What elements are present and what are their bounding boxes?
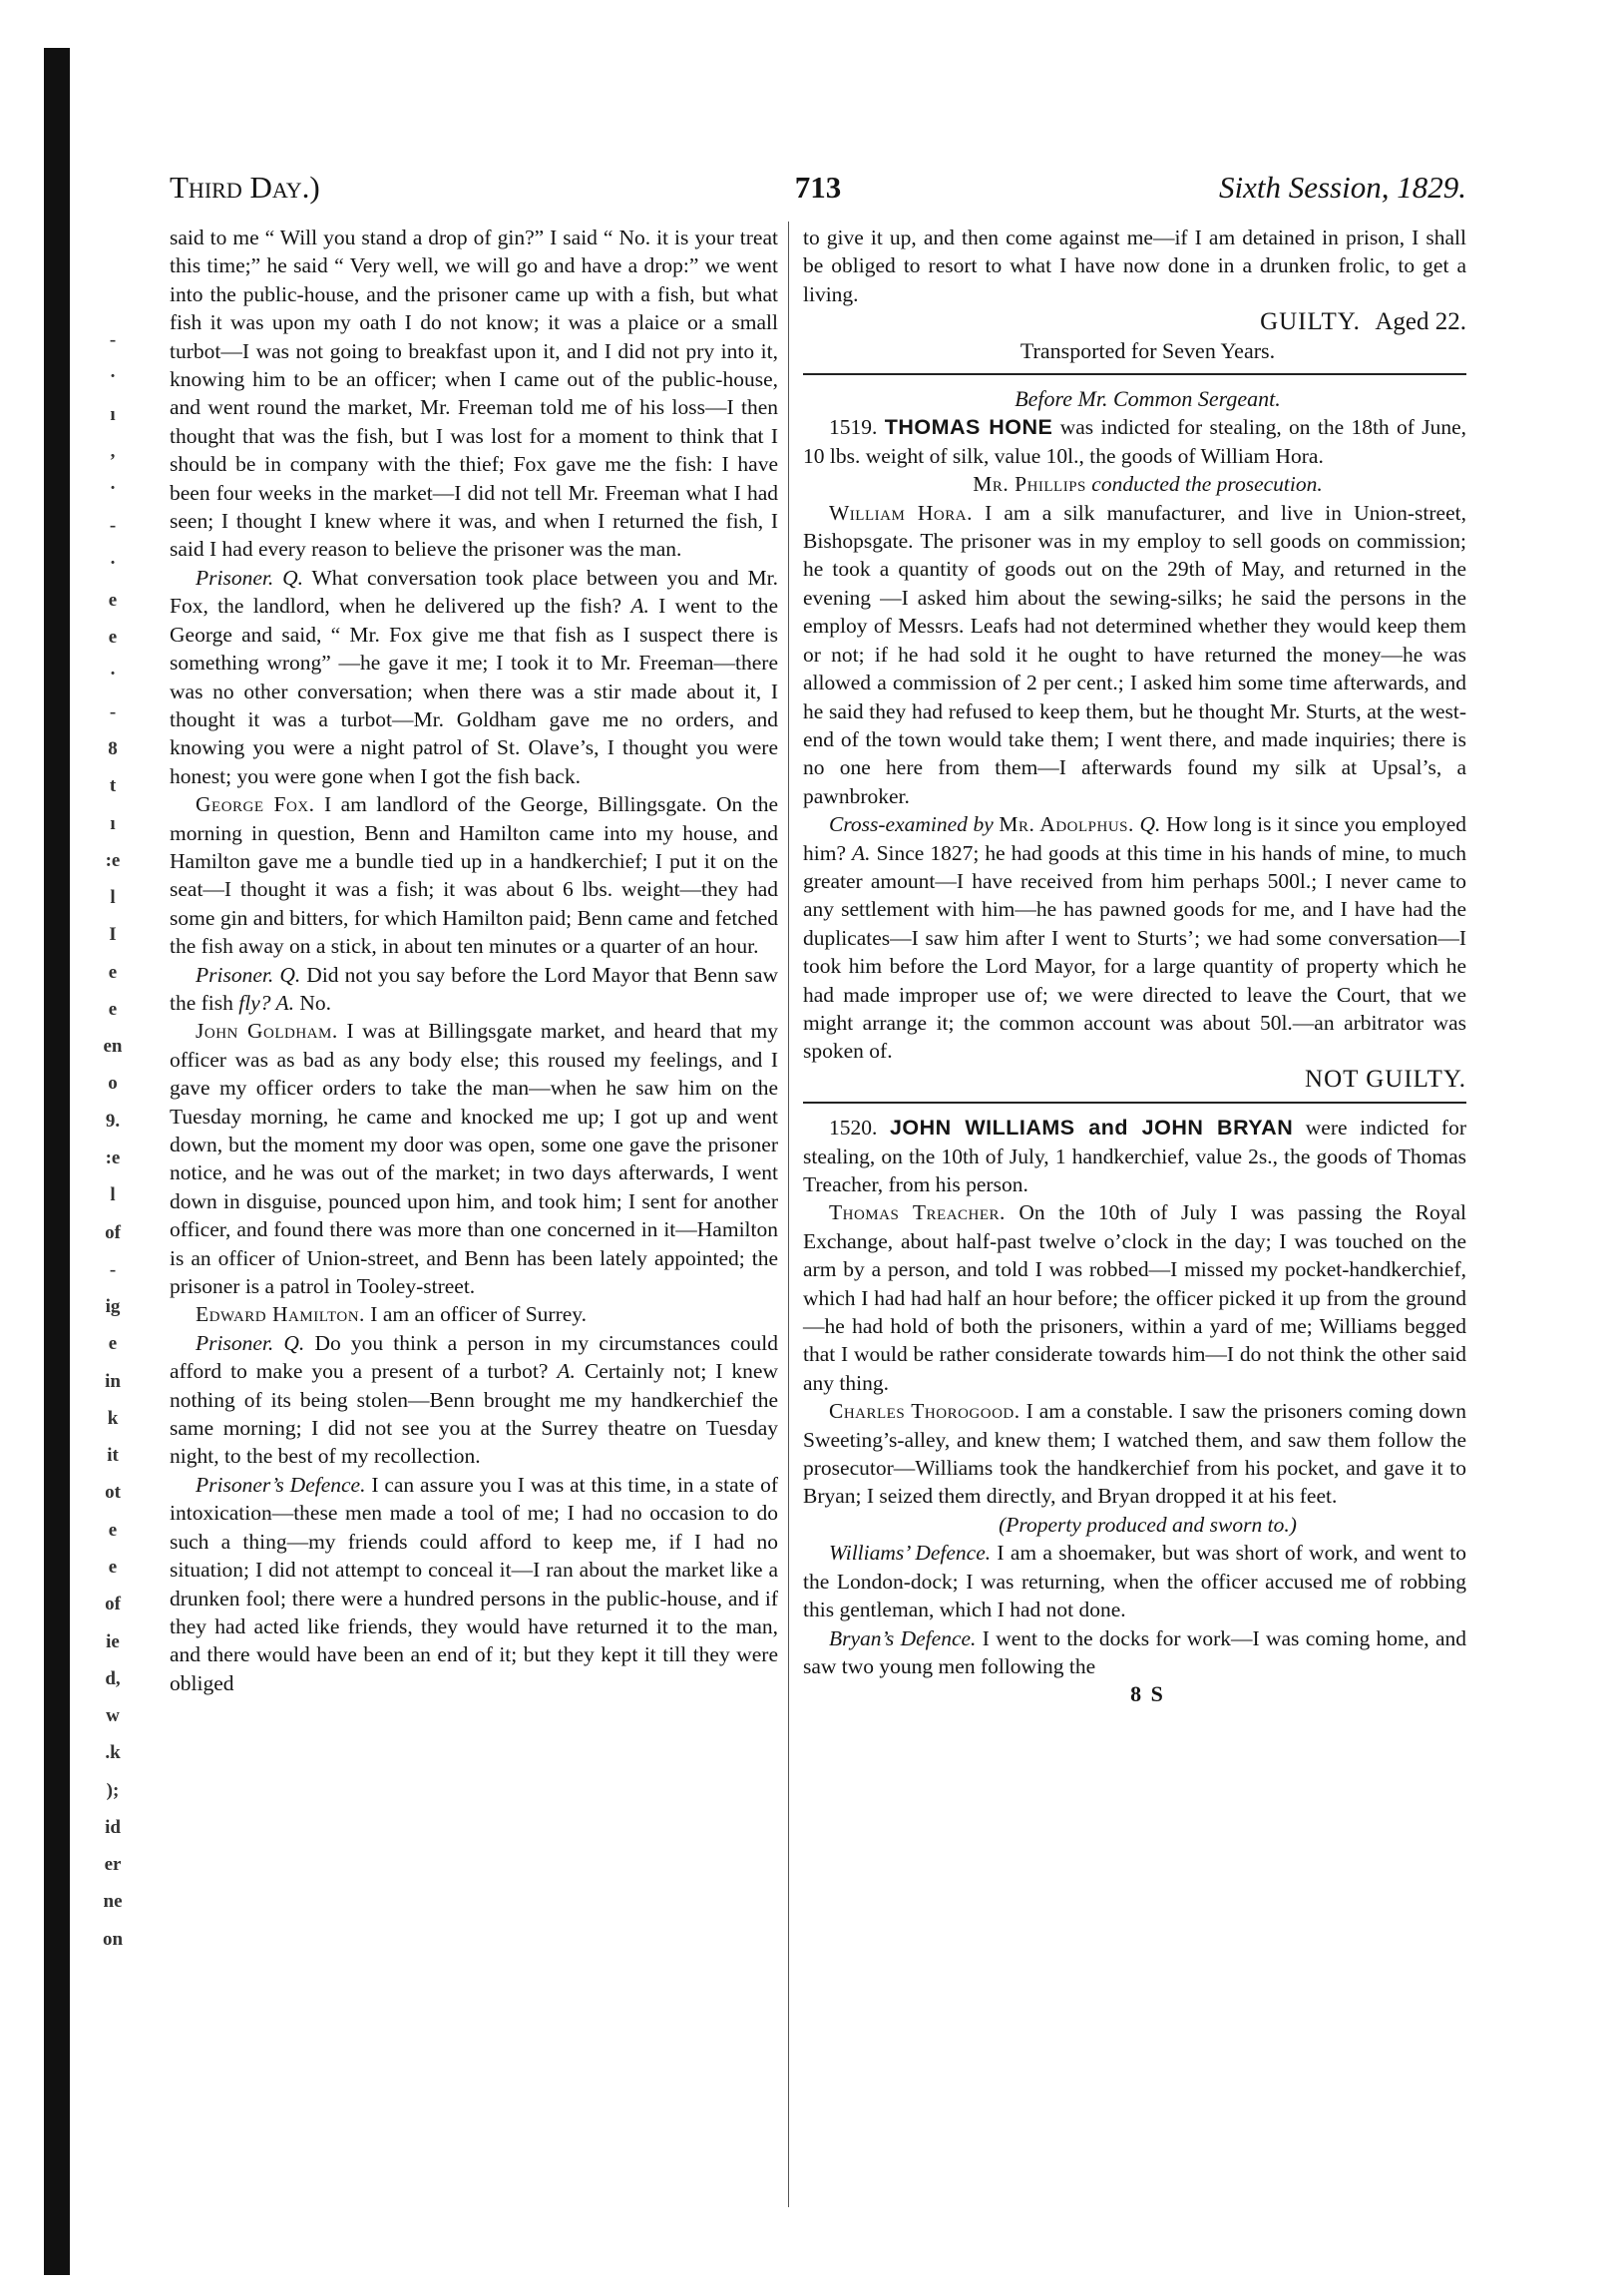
paragraph: said to me “ Will you stand a drop of gin?” I said “ No. it is your treat this time;” he said “ Very well, we will go and have a drop:” we went into the public-house, and the prisoner came up with a fish, but what fish it was upon my oath I do not know; it was a plaice or a small turbot—I was not going to breakfast upon it, and I did not pry into it, knowing him to be an officer; when I came out of the public-house, and went round the market, Mr. Freeman told me of his loss—I then thought that was the fish, but I was lost for a moment to think that I should be in company with the thief; Fox gave me the fish: I have been four weeks in the market—I did not tell Mr. Freeman what I had seen; I thought I knew where it was, and when I returned the fish, I said I had every reason to believe the prisoner was the man. xyxy=(170,226,778,562)
witness-name: George Fox. xyxy=(196,792,315,817)
margin-fragment: l xyxy=(110,887,116,908)
paragraph xyxy=(170,1300,778,1328)
margin-fragment: e xyxy=(108,627,118,648)
page-number: 713 xyxy=(794,170,842,205)
defence-label: Prisoner’s Defence. xyxy=(196,1472,366,1497)
answer-label: A. xyxy=(557,1359,576,1384)
paragraph xyxy=(803,810,1466,1066)
question-text: Did not you say before the Lord Mayor that Benn saw the fish xyxy=(170,962,778,1015)
defence-label: Bryan’s Defence. xyxy=(829,1625,977,1650)
margin-fragment: :e xyxy=(105,850,121,871)
question-label: Q. xyxy=(1139,812,1161,837)
margin-fragment: - xyxy=(109,1259,117,1280)
margin-fragment: l xyxy=(110,1184,116,1205)
margin-fragment: · xyxy=(109,478,117,499)
margin-fragment: e xyxy=(108,590,118,611)
question-text: How long is it since you employed him? xyxy=(803,812,1467,865)
testimony-text: I am landlord of the George, Billingsgate. On the morning in question, Benn and Hamilton came into my house, and Hamilton gave me a bundle tied up in a handkerchief; I put it on the seat—I thought it was a fish; it was about 6 lbs. weight—they had some gin and bitters, for which Hamilton paid; Benn came and fetched the fish away on a stick, in about ten minutes or a quarter of an hour. xyxy=(170,792,778,959)
margin-fragment: ı xyxy=(110,813,116,834)
paragraph xyxy=(170,961,778,1018)
margin-fragment: ne xyxy=(103,1891,123,1912)
margin-fragment: .k xyxy=(105,1742,121,1763)
counsel-name: Mr. Adolphus. xyxy=(999,812,1134,837)
margin-fragment: :e xyxy=(105,1148,121,1168)
section-rule xyxy=(803,373,1466,375)
margin-fragment: ot xyxy=(105,1482,121,1503)
speaker-label: Prisoner. Q. xyxy=(196,1330,305,1355)
indictment-text: was indicted for stealing, on the 18th of June, 10 lbs. weight of silk, value 10l., the goods of William Hora. xyxy=(803,415,1467,468)
running-head-right: Sixth Session, 1829. xyxy=(1219,170,1466,205)
speaker-label: Prisoner. Q. xyxy=(196,565,304,590)
margin-fragment: I xyxy=(109,924,117,945)
margin-fragment: e xyxy=(108,962,118,983)
margin-fragment: it xyxy=(107,1445,119,1466)
paragraph xyxy=(803,1198,1466,1397)
speaker-label: Prisoner. Q. xyxy=(196,962,301,987)
case-heading xyxy=(803,1114,1466,1198)
margin-fragment: 8 xyxy=(108,738,118,759)
margin-fragment: - xyxy=(109,515,117,536)
margin-fragment: - xyxy=(109,329,117,350)
margin-fragment: id xyxy=(105,1817,121,1838)
witness-name: Edward Hamilton. xyxy=(196,1302,365,1327)
margin-fragment: e xyxy=(108,1557,118,1578)
defendant-names: JOHN WILLIAMS and JOHN BRYAN xyxy=(889,1116,1294,1141)
witness-name: William Hora. xyxy=(829,500,973,525)
left-column xyxy=(170,224,778,1697)
margin-bleed-through xyxy=(83,329,145,1986)
signature-mark: 8 S xyxy=(1130,1681,1165,1707)
answer-text: No. xyxy=(294,990,332,1015)
margin-fragment: e xyxy=(108,1333,118,1354)
paragraph xyxy=(170,1471,778,1697)
testimony-text: I am an officer of Surrey. xyxy=(364,1302,587,1327)
margin-fragment: w xyxy=(106,1705,120,1726)
page-header xyxy=(170,170,1466,210)
paragraph xyxy=(803,1397,1466,1511)
column-divider xyxy=(788,222,789,2207)
margin-fragment: o xyxy=(108,1073,118,1094)
answer-text: Since 1827; he had goods at this time in his hands of mine, to much greater amount—I have received from him perhaps 500l.; I never came to any settlement with him—he has pawned goods for me, and I have had the duplicates—I saw him after I went to Sturts’; we had some conversation—I took him before the Lord Mayor, for a large quantity of property which he had made improper use of; we were directed to leave the Court, that we might arrange it; the common account was about 50l.—an arbitrator was spoken of. xyxy=(803,840,1466,1064)
margin-fragment: t xyxy=(109,775,117,796)
property-note: (Property produced and sworn to.) xyxy=(999,1512,1297,1537)
testimony-text: On the 10th of July I was passing the Royal Exchange, about half-past twelve o’clock in the day; I was touched on the arm by a person, and told I was robbed—I missed my pocket-handkerchief, which I had had half an hour before; the officer picked it up from the ground—he had hold of both the prisoners, within a yard of me; Williams begged that I would be rather considerate towards him—I do not think the other said any thing. xyxy=(803,1200,1466,1395)
right-column xyxy=(803,224,1466,1709)
counsel-name: Mr. Phillips xyxy=(973,472,1086,497)
paragraph xyxy=(803,499,1466,810)
margin-fragment: · xyxy=(109,366,117,387)
case-number: 1519. xyxy=(829,415,878,440)
margin-fragment: ı xyxy=(110,404,116,425)
margin-fragment: e xyxy=(108,999,118,1020)
margin-fragment: · xyxy=(109,553,117,574)
witness-name: Charles Thorogood. xyxy=(829,1399,1020,1424)
paragraph xyxy=(170,1329,778,1471)
defence-label: Williams’ Defence. xyxy=(829,1541,992,1566)
italic-text: fly? A. xyxy=(238,990,295,1015)
witness-name: John Goldham. xyxy=(196,1019,338,1044)
answer-text: Certainly not; I knew nothing of its being stolen—Benn brought me my handkerchief the same morning; I did not see you at the Surrey theatre on Tuesday night, to the best of my recollection. xyxy=(170,1359,778,1469)
margin-fragment: of xyxy=(105,1222,121,1243)
paragraph xyxy=(803,1539,1466,1623)
indictment-text: were indicted for stealing, on the 10th of July, 1 handkerchief, value 2s., the goods of Thomas Treacher, from his person. xyxy=(803,1116,1466,1196)
paragraph xyxy=(170,790,778,960)
margin-fragment: · xyxy=(109,664,117,685)
margin-fragment: e xyxy=(108,1520,118,1541)
defence-text: I went to the docks for work—I was coming home, and saw two young men following the xyxy=(803,1625,1467,1678)
case-heading xyxy=(803,413,1466,470)
question-text: What conversation took place between you and Mr. Fox, the landlord, when he delivered up the fish? xyxy=(170,565,779,619)
prosecution-note xyxy=(803,470,1466,498)
question-text: Do you think a person in my circumstances could afford to make you a present of a turbot? xyxy=(170,1330,778,1384)
book-binding-edge xyxy=(44,48,70,2275)
witness-name: Thomas Treacher. xyxy=(829,1200,1006,1225)
answer-label: A. xyxy=(852,840,871,865)
paragraph xyxy=(170,1017,778,1300)
sentence: Transported for Seven Years. xyxy=(1019,337,1276,363)
prisoner-age: Aged 22. xyxy=(1375,308,1466,336)
answer-label: A. xyxy=(630,594,649,619)
margin-fragment: - xyxy=(109,701,117,722)
defence-text: I am a shoemaker, but was short of work, and went to the London-dock; I was returning, when the officer accused me of robbing this gentleman, which I had not done. xyxy=(803,1541,1466,1622)
verdict-line xyxy=(803,308,1466,336)
margin-fragment: , xyxy=(110,441,116,462)
answer-text: I went to the George and said, “ Mr. Fox give me that fish as I suspect there is something wrong” —he gave it me; I took it to Mr. Freeman—there was no other conversation; when there was a stir made about it, I thought it was a turbot—Mr. Goldham gave me no orders, and knowing you were a night patrol of St. Olave’s, I thought you were honest; you were gone when I got the fish back. xyxy=(170,594,779,788)
verdict: GUILTY. xyxy=(1260,308,1361,336)
margin-fragment: of xyxy=(105,1594,121,1614)
defendant-name: THOMAS HONE xyxy=(884,415,1053,440)
margin-fragment: in xyxy=(105,1371,121,1392)
testimony-text: I was at Billingsgate market, and heard that my officer was as bad as any body else; this roused my feelings, and I gave my officer orders to take the man—when he saw him on the Tuesday morning, he came and knocked me up; I got up and went down, but the moment my door was open, some one gave the prisoner notice, and he was out of the market; in two days afterwards, I went down in disguise, pounced upon him, and took him; I sent for another officer, and found there was more than one concerned in it—Hamilton is an officer of Union-street, and Benn has been lately appointed; the prisoner is a patrol in Tooley-street. xyxy=(170,1019,778,1299)
margin-fragment: en xyxy=(103,1036,123,1057)
margin-fragment: d, xyxy=(105,1668,121,1689)
court-heading: Before Mr. Common Sergeant. xyxy=(1015,386,1281,412)
verdict: NOT GUILTY. xyxy=(1305,1065,1466,1093)
cross-exam-label: Cross-examined by xyxy=(829,812,994,837)
defence-text: I can assure you I was at this time, in a state of intoxication—these men made a tool of me; I had no occasion to do such a thing—my friends could afford to keep me, if I had no situation; I did not attempt to conceal it—I ran about the market like a drunken fool; there were a hundred persons in the public-house, and if they had acted like friends, they would have returned it to the man, and there would have been an end of it; but they kept it till they were obliged xyxy=(170,1472,778,1695)
testimony-text: I am a constable. I saw the prisoners coming down Sweeting’s-alley, and knew them; I watched them, and saw them follow the prosecutor—Williams took the handkerchief from his pocket, and gave it to Bryan; I seized them directly, and Bryan dropped it at his feet. xyxy=(803,1399,1466,1509)
case-number: 1520. xyxy=(829,1116,878,1141)
margin-fragment: ig xyxy=(105,1296,121,1317)
section-rule xyxy=(803,1102,1466,1104)
margin-fragment: ie xyxy=(106,1631,120,1652)
paragraph: to give it up, and then come against me—if I am detained in prison, I shall be obliged to resort to what I have now done in a drunken frolic, to get a living. xyxy=(803,226,1466,306)
margin-fragment: ); xyxy=(106,1780,120,1801)
paragraph xyxy=(170,564,778,790)
paragraph xyxy=(803,1624,1466,1681)
running-head-left: Third Day.) xyxy=(170,170,320,205)
margin-fragment: 9. xyxy=(105,1111,121,1132)
prosecution-text: conducted the prosecution. xyxy=(1085,472,1323,497)
margin-fragment: k xyxy=(107,1408,119,1429)
testimony-text: I am a silk manufacturer, and live in Union-street, Bishopsgate. The prisoner was in my employ to sell goods on commission; he took a quantity of goods out on the 29th of May, and returned in the evening —I asked him about the sewing-silks; he said the persons in the employ of Messrs. Leafs had not determined whether they would keep them or not; if he had sold it he ought to have returned the money—he was allowed a commission of 2 per cent.; I asked him some time afterwards, and he said they had refused to keep them, but he thought Mr. Sturts, at the west-end of the town would take them; I went there, and made inquiries; there is no one here from them—I afterwards found my silk at Upsal’s, a pawnbroker. xyxy=(803,500,1466,808)
margin-fragment: on xyxy=(102,1929,124,1950)
margin-fragment: er xyxy=(104,1854,122,1875)
